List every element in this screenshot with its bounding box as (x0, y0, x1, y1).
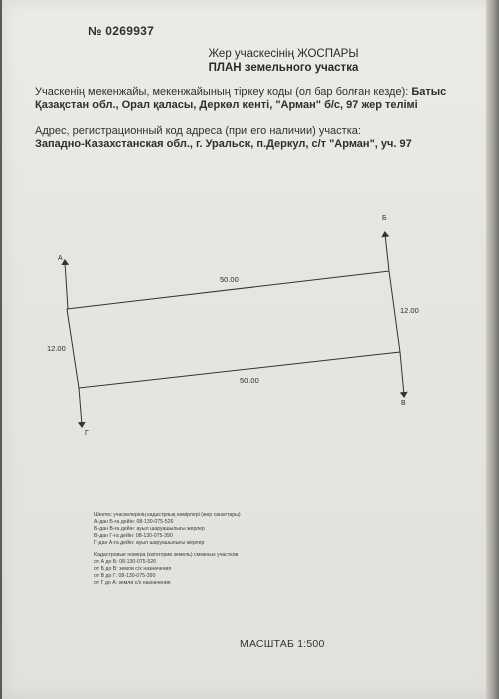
legend-kz-title: Шектес учаскелерінің кадастрлық нөмірлері (жер санаттары) (94, 512, 241, 518)
legend-kz-row: В-дан Г-ға дейін: 08-130-075-390 (94, 533, 173, 539)
point-b-arrow-line (385, 234, 389, 271)
legend-kz-block (94, 512, 334, 547)
legend-ru-row: от А до Б: 08-130-075-526 (94, 559, 157, 565)
dimension-bottom: 50.00 (240, 376, 259, 385)
legend-kz-row: Г-дан А-ға дейін: ауыл шаруашылығы жерлер (94, 540, 205, 546)
land-plot-plan (2, 0, 488, 699)
scale-label: МАСШТАБ 1:500 (240, 638, 325, 650)
legend-ru-block (94, 552, 334, 587)
title-kz: Жер учаскесінің ЖОСПАРЫ (208, 48, 359, 60)
address-ru-value: Западно-Казахстанская обл., г. Уральск, п.Деркул, с/т "Арман", уч. 97 (35, 138, 412, 150)
dimension-left: 12.00 (47, 344, 66, 353)
legend-kz-row: Б-дан В-ға дейін: ауыл шаруашылығы жерлер (94, 526, 205, 532)
point-a-arrow-line (65, 262, 68, 309)
point-g-label: Г (85, 430, 89, 437)
adjacent-parcels-legend (94, 512, 334, 592)
title-ru: ПЛАН земельного участка (208, 62, 359, 74)
legend-ru-row: от Г до А: земли с/х назначения (94, 580, 171, 586)
dimension-right: 12.00 (400, 306, 419, 315)
point-b-label: Б (382, 215, 387, 222)
point-v-arrow-line (400, 352, 404, 395)
legend-ru-row: от Б до В: земли с/х назначения (94, 566, 172, 572)
legend-kz-row: А-дан Б-ға дейін: 08-130-075-526 (94, 519, 174, 525)
address-ru-label: Адрес, регистрационный код адреса (при его наличии) участка: (35, 125, 361, 137)
point-v-label: В (401, 400, 406, 407)
document-sheet (2, 0, 495, 699)
legend-ru-row: от В до Г: 08-130-075-390 (94, 573, 156, 579)
document-number: № 0269937 (88, 24, 155, 38)
binding-edge (486, 0, 499, 699)
legend-ru-title: Кадастровые номера (категории земель) смежных участков (94, 552, 239, 558)
dimension-top: 50.00 (220, 275, 239, 284)
point-g-arrow-line (79, 388, 82, 425)
address-kz-label: Учаскенің мекенжайы, мекенжайының тіркеу коды (ол бар болған кезде): (35, 86, 409, 98)
parcel-boundary (67, 271, 400, 388)
point-a-label: А (58, 255, 63, 262)
address-kz-value: Батыс Қазақстан обл., Орал қаласы, Деркөл кенті, "Арман" б/с, 97 жер телімі (35, 86, 447, 111)
